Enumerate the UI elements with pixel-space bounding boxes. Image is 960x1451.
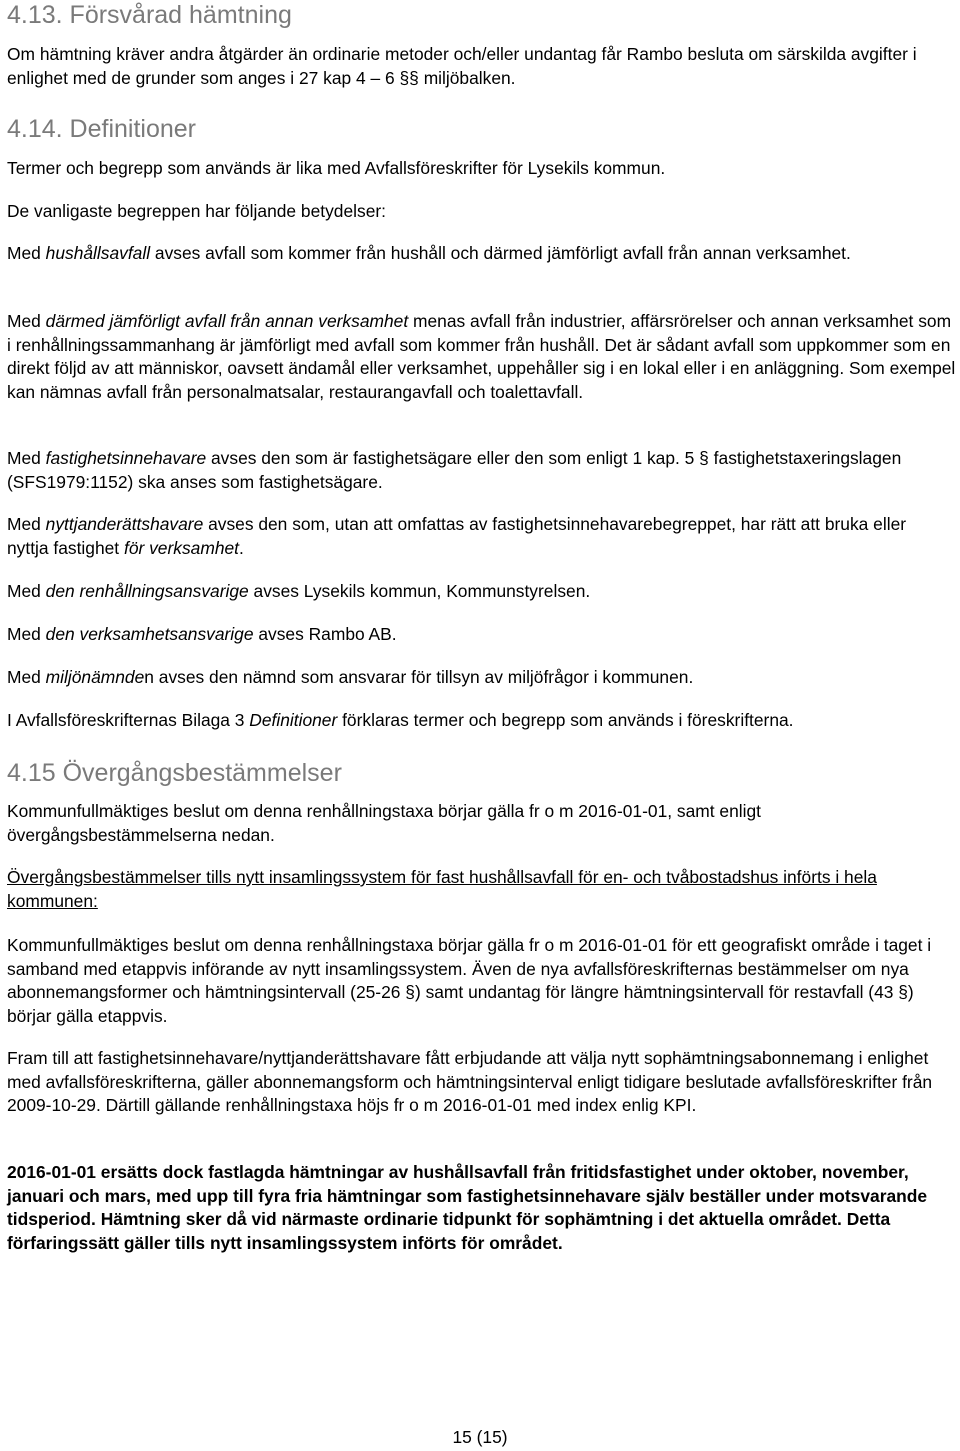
definition-term: därmed jämförligt avfall från annan verksamhet	[45, 311, 409, 331]
definition-text: avses Rambo AB.	[253, 624, 397, 644]
definition-hushallsavfall	[7, 242, 952, 266]
definition-term: den renhållningsansvarige	[45, 581, 249, 601]
section-heading-4-14: 4.14. Definitioner	[7, 115, 197, 143]
definition-term: nyttjanderättshavare	[45, 514, 204, 534]
section-heading-4-13: 4.13. Försvårad hämtning	[7, 1, 292, 29]
definition-text: avses den som är fastighetsägare eller den som enligt 1 kap. 5 § fastighetstaxeringslagen (SFS1979:1152) ska anses som fastighetsägare.	[7, 448, 902, 492]
definition-bilaga-3	[7, 709, 957, 733]
definition-term: den verksamhetsansvarige	[45, 624, 254, 644]
section-heading-4-15: 4.15 Övergångsbestämmelser	[7, 759, 342, 787]
paragraph-fram-till: Fram till att fastighetsinnehavare/nyttjanderättshavare fått erbjudande att välja nytt sophämtningsabonnemang i enlighet med avfallsföreskrifterna, gäller abonnemangsform och hämtningsinterval enligt tidigare beslutade avfallsföreskrifter från 2009-10-29. Därtill gällande renhållningstaxa höjs fr o m 2016-01-01 med index enlig KPI.	[7, 1048, 933, 1115]
definition-term-verksamhet: för verksamhet	[123, 537, 239, 558]
definition-prefix: Med	[7, 514, 46, 534]
definition-fastighetsinnehavare	[7, 447, 952, 494]
definition-prefix: Med	[7, 667, 46, 687]
definition-renhallningsansvarige	[7, 580, 952, 604]
definition-prefix: Med	[7, 311, 46, 331]
definition-text: avses avfall som kommer från hushåll och därmed jämförligt avfall från annan verksamhet.	[150, 243, 851, 263]
definition-prefix: Med	[7, 243, 46, 263]
definition-prefix: Med	[7, 581, 46, 601]
definition-prefix: Med	[7, 448, 46, 468]
definition-term: miljönämnde	[45, 667, 145, 687]
subheading-overgangsbestammelser: Övergångsbestämmelser tills nytt insamlingssystem för fast hushållsavfall för en- och tvåbostadshus införts i hela kommunen:	[7, 867, 877, 911]
definition-text: n avses den nämnd som ansvarar för tillsyn av miljöfrågor i kommunen.	[144, 667, 694, 687]
page-number: 15 (15)	[452, 1427, 508, 1447]
paragraph-termer: Termer och begrepp som används är lika med Avfallsföreskrifter för Lysekils kommun.	[7, 158, 666, 178]
paragraph-kf-beslut: Kommunfullmäktiges beslut om denna renhållningstaxa börjar gälla fr o m 2016-01-01, samt enligt övergångsbestämmelserna nedan.	[7, 801, 761, 845]
paragraph-fritidsfastighet: 2016-01-01 ersätts dock fastlagda hämtningar av hushållsavfall från fritidsfastighet under oktober, november, januari och mars, med upp till fyra fria hämtningar som fastighetsinnehavare själv beställer under motsvarande tidsperiod. Hämtning sker då vid närmaste ordinarie tidpunkt för sophämtning i det aktuella området. Detta förfaringssätt gäller tills nytt insamlingssystem införts för området.	[7, 1162, 928, 1253]
definition-jamforligt-avfall	[7, 310, 957, 404]
definition-text: avses Lysekils kommun, Kommunstyrelsen.	[248, 581, 591, 601]
definition-term: fastighetsinnehavare	[45, 448, 207, 468]
definition-miljonamnden	[7, 666, 952, 690]
definition-prefix: I Avfallsföreskrifternas Bilaga 3	[7, 710, 250, 730]
definition-text: förklaras termer och begrepp som används i föreskrifterna.	[337, 710, 794, 730]
definition-period: .	[239, 537, 244, 558]
definition-nyttjanderattshavare	[7, 513, 952, 560]
definition-term: hushållsavfall	[45, 243, 151, 263]
paragraph-etappvis-inforande: Kommunfullmäktiges beslut om denna renhållningstaxa börjar gälla fr o m 2016-01-01 för ett geografiskt område i taget i samband med etappvis införande av nytt insamlingssystem. Även de nya avfallsföreskrifternas bestämmelser om nya abonnemangsformer och hämtningsintervall (25-26 §) samt undantag för längre hämtningsintervall för restavfall (43 §) börjar gälla etappvis.	[7, 935, 932, 1026]
definition-verksamhetsansvarige	[7, 623, 952, 647]
definition-term: Definitioner	[249, 710, 338, 730]
paragraph-forsvarad-hamtning: Om hämtning kräver andra åtgärder än ordinarie metoder och/eller undantag får Rambo besluta om särskilda avgifter i enlighet med de grunder som anges i 27 kap 4 – 6 §§ miljöbalken.	[7, 44, 917, 88]
definition-text: avses den som, utan att omfattas av fastighetsinnehavarebegreppet, har rätt att bruka eller nyttja fastighet	[7, 514, 907, 558]
definition-prefix: Med	[7, 624, 46, 644]
definition-text: menas avfall från industrier, affärsrörelser och annan verksamhet som i renhållningssammanhang är jämförligt med avfall som kommer från hushåll. Det är sådant avfall som uppkommer som en direkt följd av att människor, oavsett ändamål eller verksamhet, uppehåller sig i en lokal eller i en anläggning. Som exempel kan nämnas avfall från personalmatsalar, restaurangavfall och toalettavfall.	[7, 311, 956, 402]
paragraph-vanligaste-begrepp: De vanligaste begreppen har följande betydelser:	[7, 201, 386, 221]
